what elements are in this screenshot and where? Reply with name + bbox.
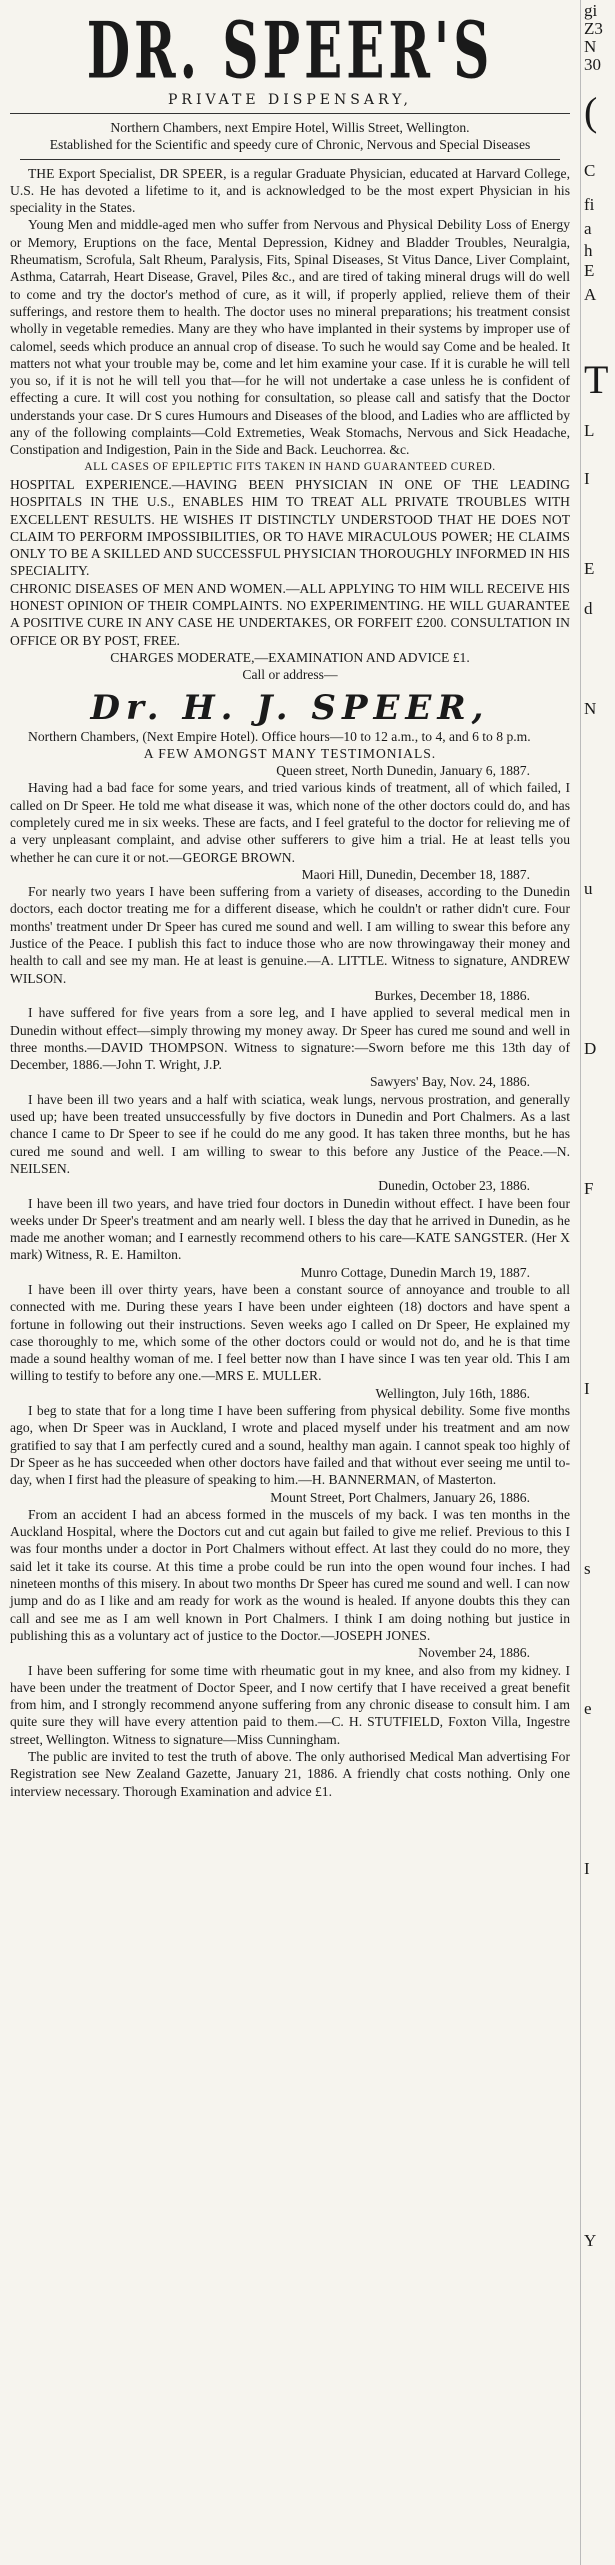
margin-fragment: fi [584,195,595,214]
testimonial-location: Burkes, December 18, 1886. [374,987,530,1003]
office-paragraph: Northern Chambers, (Next Empire Hotel). Office hours—10 to 12 a.m., to 4, and 6 to 8 p.m. [28,728,531,744]
intro-paragraph: THE Export Specialist, DR SPEER, is a regular Graduate Physician, educated at Harvard College, U.S. He has devoted a lifetime to it, and is acknowledged to be the most expert Physician in his speciality in the States. [10,165,570,216]
margin-fragment: e [584,1699,592,1718]
testimonial-text: I have been ill two years, and have tried four doctors in Dunedin without effect. I have been four weeks under Dr Speer's treatment and am nearly well. I bless the day that he arrived in Dunedin, as he made me another woman; and I earnestly recommend others to his care—KATE SANGSTER. (Her X mark) Witness, R. E. Hamilton. [10,1195,570,1263]
symptoms-paragraph: Young Men and middle-aged men who suffer from Nervous and Physical Debility Loss of Energy or Memory, Eruptions on the face, Mental Depression, Kidney and Bladder Troubles, Neuralgia, Rheumatism, Scrofula, Salt Rheum, Paralysis, Fits, Spinal Diseases, St Vitus Dance, Liver Complaint, Asthma, Catarrah, Heart Disease, Gravel, Piles &c., and are tired of taking mineral drugs will do well to come and try the doctor's method of cure, as it will, if properly applied, relieve them of their sufferings, and restore them to health. The doctor uses no mineral preparations; his treatment consist wholly in vegetable remedies. Many are they who have implanted in their systems by improper use of calomel, seeds which produce an annual crop of disease. To such he would say Come and be healed. It matters not what your trouble may be, come and let him examine your case. If it is curable he will tell you so, if it is not he will tell you that—for he will not undertake a case unless he is confident of effecting a cure. It will cost you nothing for consultation, so please call and satisfy that the Doctor understands your case. Dr S cures Humours and Diseases of the blood, and Ladies who are afflicted by any of the following complaints—Cold Extremeties, Weak Stomachs, Nervous and Sick Headache, Constipation and Indigestion, Pain in the Side and Back. Leuchorrea. &c. [10,217,570,458]
margin-fragment: I [584,1859,590,1878]
testimonial-item [10,1177,570,1263]
testimonial-item [10,1073,570,1177]
testimonial-text: I have been ill over thirty years, have been a constant source of annoyance and trouble to all connected with me. During these years I have been under eighteen (18) doctors and have spent a fortune in following out their instructions. Seven weeks ago I called on Dr Speer, He explained my case thoroughly to me, which some of the other doctors could or would not do, and he is that time made a sound healthy woman of me. I feel better now than I have since I was ten year old. This I am willing to testify to before any one.—MRS E. MULLER. [10,1282,570,1384]
testimonial-text: From an accident I had an abcess formed in the muscels of my back. I was ten months in the Auckland Hospital, where the Doctors cut and cut again but failed to give me relief. Previous to this I was four months under a doctor in Port Chalmers without effect. At last they could do no more, they said let it take its course. At this time a probe could be run into the open wound four inches. I had nineteen months of this misery. In about two months Dr Speer has cured me sound and well. I can now jump and do as I like and am ready for work as the wound is healed. If anyone doubts this they can call and see me as I am well known in Port Chalmers. I think I am doing nothing but justice in publishing this as a voluntary act of justice to the Doctor.—JOSEPH JONES. [10,1506,570,1643]
testimonial-location: Mount Street, Port Chalmers, January 26, 1886. [270,1489,530,1505]
testimonial-item [10,1489,570,1645]
margin-fragment: ( [584,89,598,134]
testimonial-text: For nearly two years I have been suffering from a variety of diseases, according to the Dunedin doctors, each doctor treating me for a different disease, which he couldn't or rather didn't cure. Four months' treatment under Dr Speer has cured me sound and well. I am willing to swear this before any Justice of the Peace. I publish this fact to induce those who are now throwingaway their money and health to call and see my man. He at least is genuine.—A. LITTLE. Witness to signature, ANDREW WILSON. [10,884,570,986]
testimonial-text: I have suffered for five years from a sore leg, and I have applied to several medical men in Dunedin without effect—simply throwing my money away. Dr Speer has cured me sound and well in three months.—DAVID THOMPSON. Witness to signature:—Sworn before me this 13th day of December, 1886.—John T. Wright, J.P. [10,1005,570,1073]
margin-fragment: s [584,1559,591,1578]
margin-fragment: E [584,559,595,578]
margin-fragment: Y [584,2231,597,2250]
testimonial-item [10,1644,570,1748]
testimonial-text: I have been ill two years and a half with sciatica, weak lungs, nervous prostration, and generally used up; have been treated unsuccessfully by five doctors in Dunedin and Port Chalmers. As a last chance I came to Dr Speer to see if he could do me any good. It has taken three months, but he has cured me sound and well. I am willing to swear to this before any Justice of the Peace.—N. NEILSEN. [10,1091,570,1176]
margin-fragment: gi [584,1,598,20]
margin-fragment: A [584,285,597,304]
testimonial-location: Maori Hill, Dunedin, December 18, 1887. [301,866,530,882]
testimonial-location: November 24, 1886. [418,1645,530,1661]
margin-fragment: d [584,599,593,618]
testimonial-location: Munro Cottage, Dunedin March 19, 1887. [300,1264,530,1280]
margin-fragment: a [584,219,592,238]
margin-fragment: C [584,161,596,180]
margin-fragment: L [584,421,595,440]
headline-subtitle: PRIVATE DISPENSARY, [168,92,412,108]
adjacent-column-fragments [580,0,615,2565]
margin-fragment: Z3 [584,19,603,38]
testimonial-list [10,762,570,1748]
headline-title: DR. SPEER'S [86,4,494,96]
established-line: Established for the Scientific and speedy cure of Chronic, Nervous and Special Diseases [49,137,531,153]
testimonial-item [10,866,570,987]
margin-fragment: I [584,469,590,488]
margin-fragment: T [584,357,609,402]
address-line: Northern Chambers, next Empire Hotel, Willis Street, Wellington. [110,120,470,135]
margin-fragment: F [584,1179,594,1198]
margin-fragment: N [584,699,597,718]
margin-fragment: u [584,879,593,898]
doctor-name: Dr. H. J. SPEER, [90,687,490,728]
margin-fragment: I [584,1379,590,1398]
chronic-paragraph: CHRONIC DISEASES OF MEN AND WOMEN.—ALL APPLYING TO HIM WILL RECEIVE HIS HONEST OPINION OF THEIR COMPLAINTS. NO EXPERIMENTING. HE WILL GUARANTEE A POSITIVE CURE IN ANY CASE HE UNDERTAKES, OR FORFEIT £200. CONSULTATION IN OFFICE OR BY POST, FREE. [10,580,570,648]
testimonial-item [10,987,570,1073]
testimonial-text: I beg to state that for a long time I have been suffering from physical debility. Some five months ago, when Dr Speer was in Auckland, I wrote and placed myself under his treatment and am now gratified to say that I am perfectly cured and a sound, healthy man again. I cannot speak too highly of Dr Speer as he has succeeded when other doctors have failed and that without ever seeing me until to-day, when I first had the pleasure of speaking to him.—H. BANNERMAN, of Masterton. [10,1403,570,1488]
testimonial-item [10,1264,570,1385]
testimonial-location: Wellington, July 16th, 1886. [375,1385,530,1401]
testimonial-text: I have been suffering for some time with rheumatic gout in my knee, and also from my kidney. I have been under the treatment of Doctor Speer, and I now certify that I have received a great benefit from him, and I strongly recommend anyone suffering from any chronic disease to consult him. I am quite sure they will have every attention paid to them.—C. H. STUTFIELD, Foxton Villa, Ingestre street, Wellington. Witness to signature—Miss Cunningham. [10,1662,570,1747]
margin-fragment: h [584,241,593,260]
epileptic-notice: ALL CASES OF EPILEPTIC FITS TAKEN IN HAND GUARANTEED CURED. [84,460,496,473]
testimonial-location: Queen street, North Dunedin, January 6, 1887. [276,763,530,779]
testimonial-item [10,1385,570,1489]
charges-line: CHARGES MODERATE,—EXAMINATION AND ADVICE £1. [110,649,470,665]
testimonial-location: Sawyers' Bay, Nov. 24, 1886. [369,1074,530,1090]
testimonials-heading: A FEW AMONGST MANY TESTIMONIALS. [143,745,437,761]
masthead [0,6,580,108]
margin-fragment: N [584,37,597,56]
divider [20,159,560,160]
margin-fragment: D [584,1039,597,1058]
margin-fragment: E [584,261,595,280]
call-line: Call or address— [242,667,338,683]
hospital-paragraph: HOSPITAL EXPERIENCE.—HAVING BEEN PHYSICIAN IN ONE OF THE LEADING HOSPITALS IN THE U.S., ENABLES HIM TO TREAT ALL PRIVATE TROUBLES WITH EXCELLENT RESULTS. HE WISHES IT DISTINCTLY UNDERSTOOD THAT HE DOES NOT CLAIM TO PERFORM IMPOSSIBILITIES, OR TO HAVE MIRACULOUS POWER; HE CLAIMS ONLY TO BE A SKILLED AND SUCCESSFUL PHYSICIAN THOROUGHLY INFORMED IN HIS SPECIALITY. [10,476,570,579]
testimonial-location: Dunedin, October 23, 1886. [378,1178,530,1194]
footer-paragraph: The public are invited to test the truth of above. The only authorised Medical Man advertising For Registration see New Zealand Gazette, January 21, 1886. A friendly chat costs nothing. Only one interview necessary. Thorough Examination and advice £1. [10,1749,570,1799]
testimonial-item [10,762,570,866]
testimonial-text: Having had a bad face for some years, and tried various kinds of treatment, all of which failed, I called on Dr Speer. He told me what disease it was, which none of the other doctors could do, and has completely cured me in six weeks. These are facts, and I feel grateful to the doctor for relieving me of a very unpleasant complaint, and advise other sufferers to give him a trial. He at least tells you whether he can cure it or not.—GEORGE BROWN. [10,780,570,865]
margin-fragment: 30 [584,55,601,74]
